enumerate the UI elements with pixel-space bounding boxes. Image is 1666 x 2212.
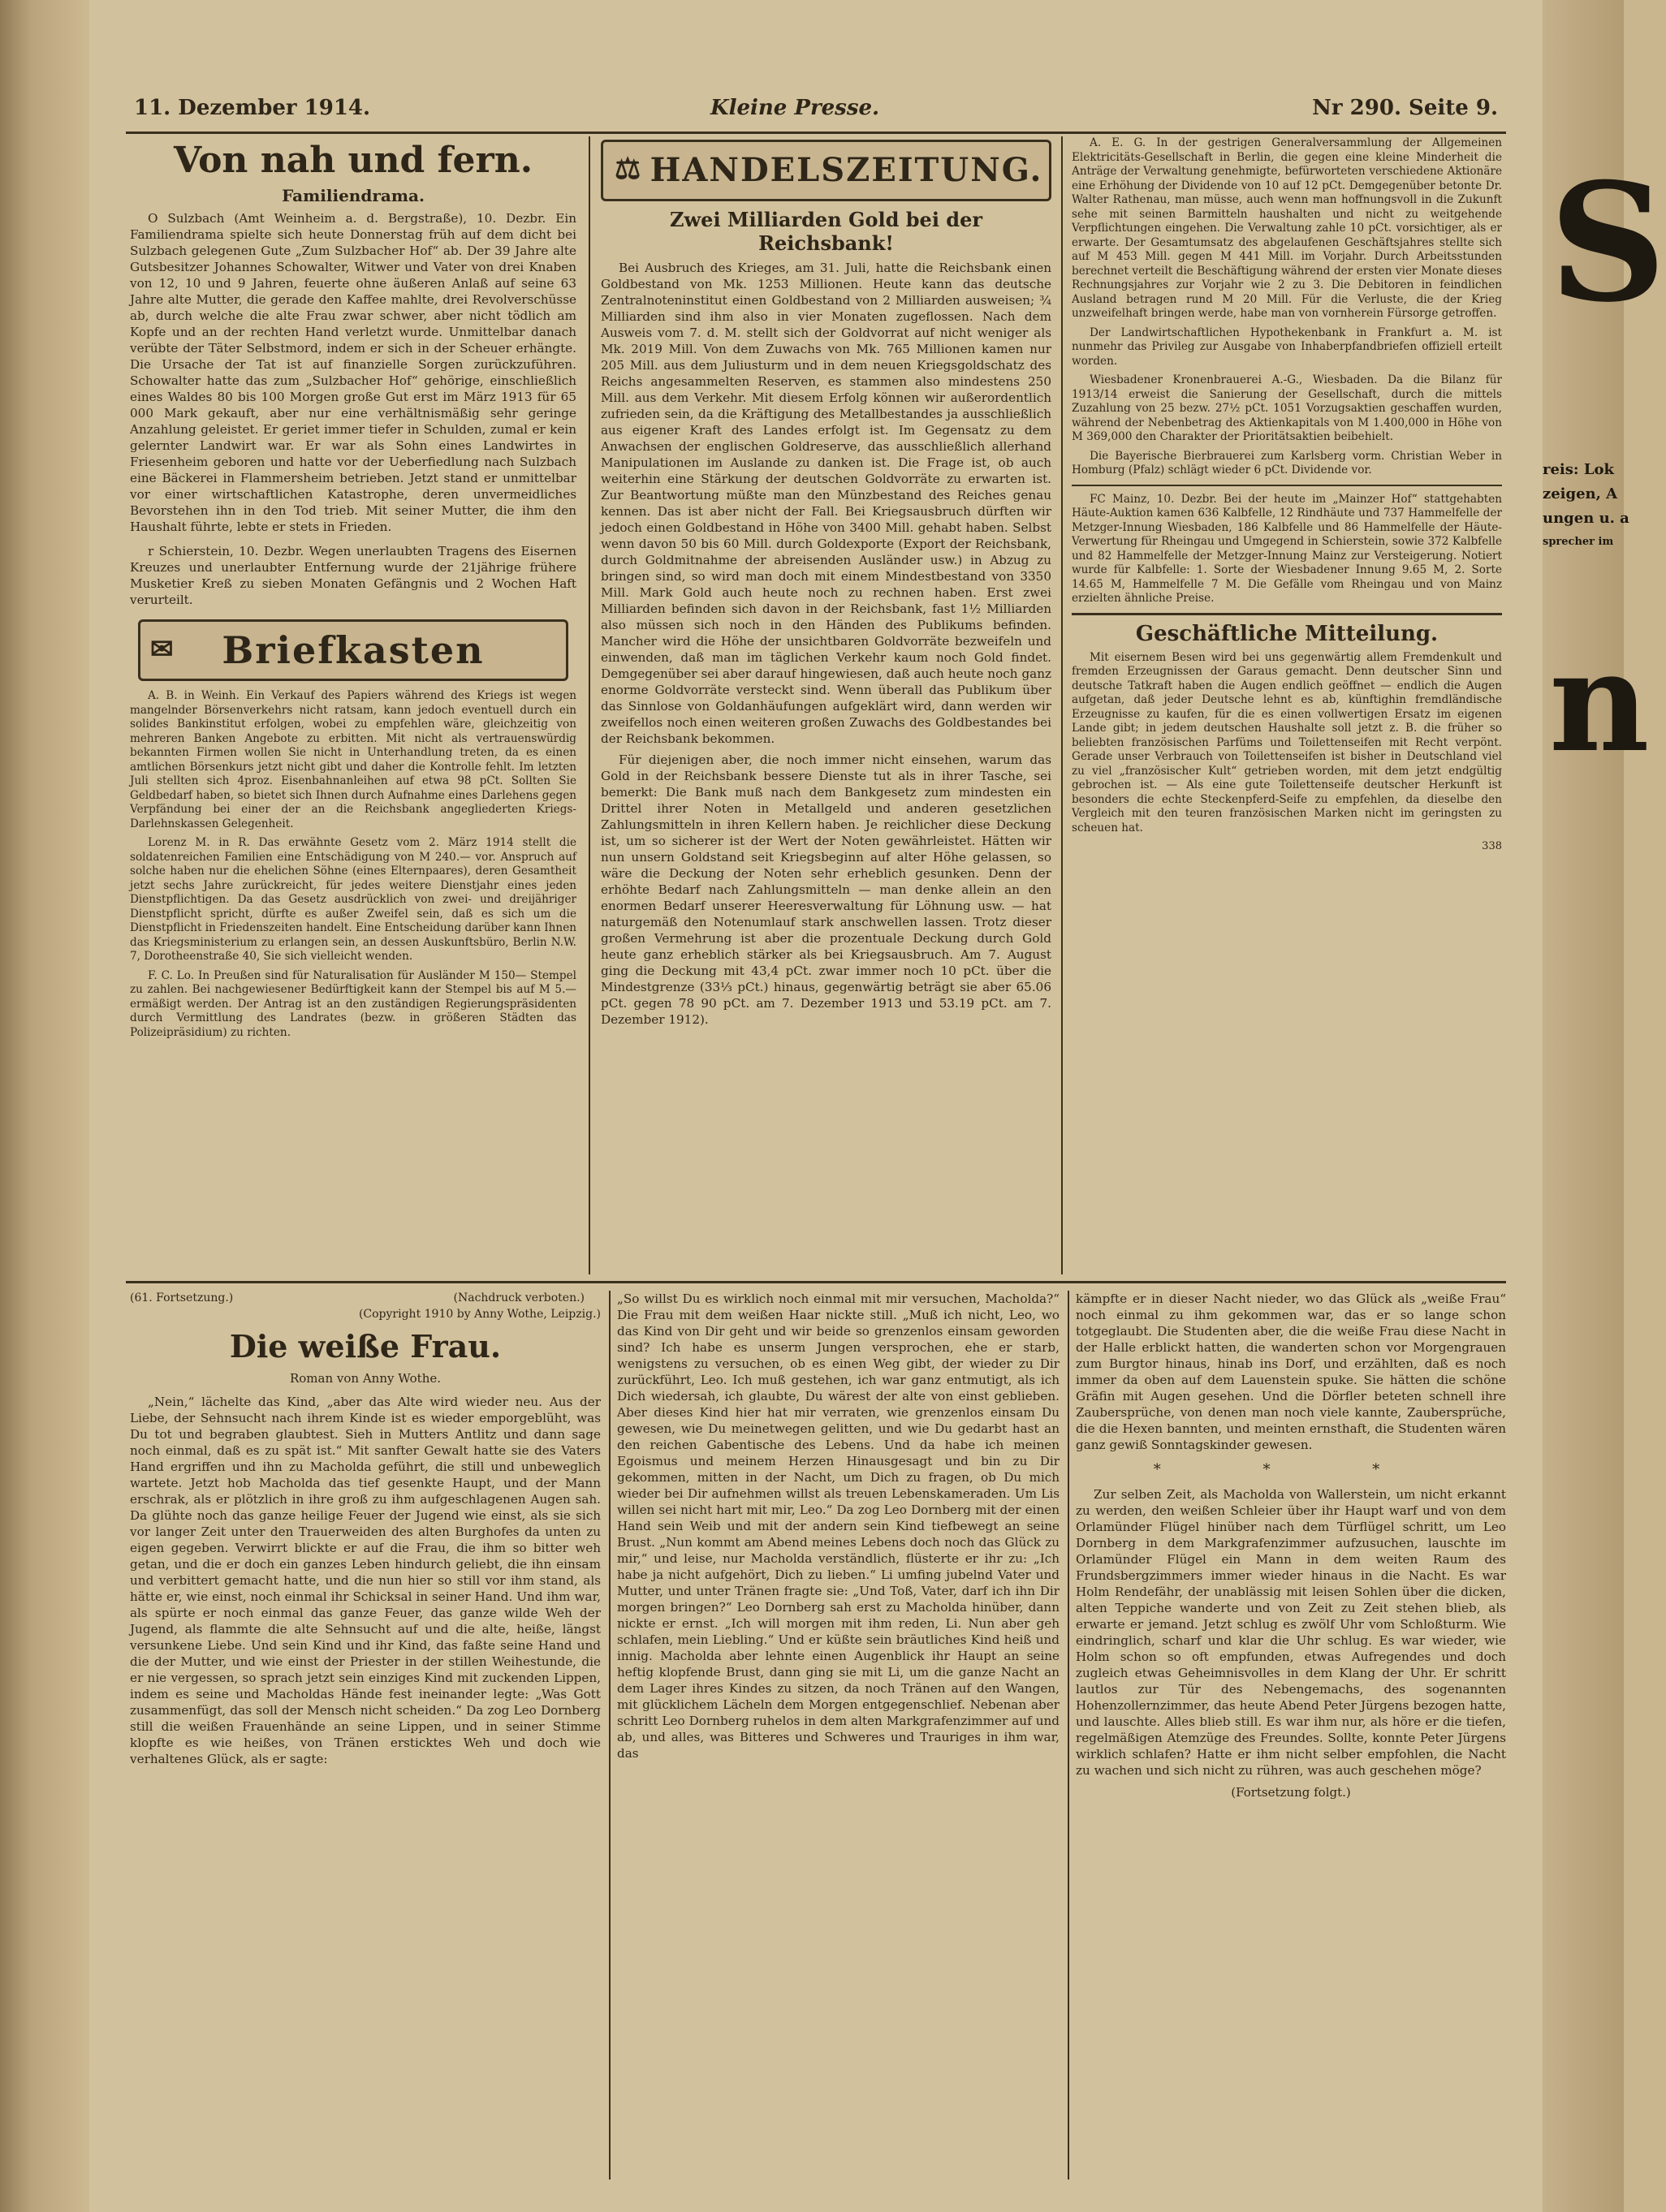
scales-icon: ⚖ [615,152,643,186]
left-page-edge [0,0,89,2212]
article-heading-familiendrama: Familiendrama. [282,186,425,205]
masthead-rule [126,132,1506,134]
serial-top-rule [126,1281,1506,1283]
next-page-text-fragment-1: reis: Lok [1543,461,1614,478]
masthead-date: 11. Dezember 1914. [134,96,371,120]
masthead [134,96,1498,135]
headline-gold-reichsbank: Zwei Milliarden Gold bei der Reichsbank! [670,208,982,255]
serial-fortsetzung: (61. Fortsetzung.) [130,1291,234,1304]
briefkasten-answer-weinh: A. B. in Weinh. Ein Verkauf des Papiers während des Kriegs ist wegen mangelnder Börsenverkehrs nicht ratsam, kann jedoch eventuell durch ein solides Bankinstitut erfolgen, wobei zu empfehlen wäre, gleichzeitig von mehreren Banken Angebote zu erbitten. Mit nicht als vertrauenswürdig bekannten Firmen wollen Sie nicht in Unterhandlung treten, da es einen amtlichen Börsenkurs jetzt nicht gibt und daher die Kontrolle fehlt. Im letzten Juli stellten sich 4proz. Eisenbahnanleihen auf etwa 98 pCt. Sollten Sie Geldbedarf haben, so bietet sich Ihnen durch Aufnahme eines Darlehens gegen Verpfändung bei einer der an die Reichsbank angegliederten Kriegs-Darlehnskassen Gelegenheit. [130,689,576,830]
article-familiendrama-text: O Sulzbach (Amt Weinheim a. d. Bergstraße), 10. Dezbr. Ein Familiendrama spielte sich heute Donnerstag früh auf dem dicht bei Sulzbach gelegenen Gute „Zum Sulzbacher Hof“ ab. Der 39 Jahre alte Gutsbesitzer Johannes Schowalter, Witwer und Vater von drei Knaben von 12, 10 und 9 Jahren, feuerte ohne äußeren Anlaß auf seine 63 Jahre alte Mutter, die gerade den Kaffee mahlte, drei Revolverschüsse ab, durch welche die alte Frau zwar schwer, aber nicht tödlich am Kopfe und an der rechten Hand verletzt wurde. Unmittelbar danach verübte der Täter Selbstmord, indem er sich in der Scheuer erhängte. Die Ursache der Tat ist auf finanzielle Sorgen zurückzuführen. Schowalter hatte das zum „Sulzbacher Hof“ gehörige, einschließlich eines Waldes 80 bis 100 Morgen große Gut erst im März 1913 für 65 000 Mark gekauft, aber nur eine verhältnismäßig sehr geringe Anzahlung geleistet. Er geriet immer tiefer in Schulden, zumal er kein gelernter Landwirt war. Er war als Sohn eines Landwirtes in Friesenheim geboren und hatte vor der Ueberfiedlung nach Sulzbach eine Bäckerei in Flammersheim betrieben. Jetzt stand er unmittelbar vor einer wirtschaftlichen Katastrophe, deren unvermeidliches Bevorstehen ihn in den Tod trieb. Mit seiner Mutter, die ihm den Haushalt führte, lebte er stets in Frieden. [130,211,576,534]
next-page-text-fragment-4: sprecher im [1543,536,1614,548]
serial-meta [130,1291,601,1323]
hypothekenbank-report: Der Landwirtschaftlichen Hypothekenbank in Frankfurt a. M. ist nunmehr das Privileg zur Ausgabe von Inhaberpfandbriefen offiziell erteilt worden. [1072,326,1502,368]
next-page-text-fragment-3: ungen u. a [1543,510,1629,527]
serial-text-col3b: Zur selben Zeit, als Macholda von Wallerstein, um nicht erkannt zu werden, den weißen Schleier über ihr Haupt warf und von dem Orlamünder Flügel hinüber nach dem Türflügel schritt, um Leo Dornberg in dem Markgrafenzimmer aufzusuchen, lauschte im Orlamünder Flügel ein Mann in dem weiten Raum des Frundsbergzimmers immer wieder hinaus in die Nacht. Es war Holm Rendefähr, der unablässig mit leisen Sohlen über die dicken, alten Teppiche wanderte und von Zeit zu Zeit stehen blieb, als erwarte er jemand. Jetzt schlug es zwölf Uhr vom Schloßturm. Wie eindringlich, scharf und klar die Uhr schlug. Es war wieder, wie Holm schon so oft empfunden, etwas Aufregendes und doch zugleich etwas Geheimnisvolles in dem Klang der Uhr. Er schritt lautlos zur Tür des Nebengemachs, des sogenannten Hohenzollernzimmer, das heute Abend Peter Jürgens bezogen hatte, und lauschte. Alles blieb still. Es war ihm nur, als höre er die tiefen, regelmäßigen Atemzüge des Freundes. Sollte, konnte Peter Jürgens wirklich schlafen? Hatte er ihm nicht selber empfohlen, die Nacht zu wachen und sich nicht zu rühren, was auch geschehen möge? [1076,1487,1506,1778]
gold-article-para-2: Für diejenigen aber, die noch immer nicht einsehen, warum das Gold in der Reichsbank bessere Dienste tut als in ihrer Tasche, sei bemerkt: Die Bank muß nach dem Bankgesetz zum mindesten ein Drittel ihrer Noten in Metallgeld und anderen gesetzlichen Zahlungsmitteln in ihren Kellern haben. Je reichlicher diese Deckung ist, um so sicherer ist der Wert der Noten gewährleistet. Hätten wir nun unsern Goldstand seit Kriegsbeginn auf alter Höhe gelassen, so wäre die Deckung der Noten sehr erheblich gesunken. Denn der erhöhte Bedarf nach Zahlungsmitteln — man denke allein an den enormen Bedarf unserer Heeresverwaltung für Löhnung usw. — hat naturgemäß den Notenumlauf stark anschwellen lassen. Trotz dieser großen Vermehrung ist aber die prozentuale Deckung durch Gold heute ganz erheblich stärker als bei Kriegsausbruch. Am 7. August ging die Deckung mit 43,4 pCt. zwar immer noch 10 pCt. über die Mindestgrenze (33⅓ pCt.) hinaus, gegenwärtig beträgt sie aber 65.06 pCt. gegen 78 90 pCt. am 7. Dezember 1913 und 53.19 pCt. am 7. Dezember 1912). [601,752,1051,1027]
bierbrauerei-report: Die Bayerische Bierbrauerei zum Karlsberg vorm. Christian Weber in Homburg (Pfalz) schlägt wieder 6 pCt. Dividende vor. [1072,449,1502,476]
masthead-issue: Nr 290. Seite 9. [1312,96,1498,120]
section-break-stars: * * * [1153,1461,1429,1478]
gold-article-para-1: Bei Ausbruch des Krieges, am 31. Juli, hatte die Reichsbank einen Goldbestand von Mk. 1253 Millionen. Heute kann das deutsche Zentralnoteninstitut einen Goldbestand von 2 Milliarden ausweisen; ¾ Milliarden sind ihm also in vier Monaten zugeflossen. Nach dem Ausweis vom 7. d. M. stellt sich der Goldvorrat auf nicht weniger als Mk. 2019 Mill. Von dem Zuwachs von Mk. 765 Millionen kamen nur 205 Mill. aus dem Juliusturm und in dem neuen Kriegsgoldschatz des Reichs angesammelten Reserven, es stammen also mindestens 250 Mill. aus dem Verkehr. Mit diesem Erfolg können wir außerordentlich zufrieden sein, da die Kräftigung des Metallbestandes ja ausschließlich aus eigener Kraft des Landes erfolgt ist. Im Gegensatz zu dem Anwachsen der englischen Goldreserve, das ausschließlich allerhand Manipulationen im Auslande zu danken ist. Die Frage ist, ob auch weiterhin eine Stärkung der deutschen Goldvorräte zu erwarten ist. Zur Beantwortung müßte man den Münzbestand des Reiches genau kennen. Das ist aber nicht der Fall. Bei Kriegsausbruch dürften wir jedoch einen Goldbestand in Höhe von 3400 Mill. gehabt haben. Selbst wenn davon 50 bis 60 Mill. durch Goldexporte (Export der Reichsbank, durch Goldmitnahme der abreisenden Ausländer usw.) in Abzug zu bringen sind, so wird man doch mit einem Mindestbestand von 3350 Mill. Mark Gold auch heute noch zu rechnen haben. Erst zwei Milliarden befinden sich davon in der Reichsbank, fast 1½ Milliarden also müssen sich noch in den Händen des Publikums befinden. Mancher wird die Höhe der unsichtbaren Goldvorräte bezweifeln und einwenden, daß man im täglichen Verkehr kaum noch Gold findet. Demgegenüber sei aber darauf hingewiesen, daß auch heute noch ganz enorme Goldvorräte versteckt sind. Wenn überall das Publikum über das Sinnlose von Goldanhäufungen aufgeklärt wird, dann werden wir zweifellos noch einen weiteren großen Zuwachs des Goldbestandes bei der Reichsbank bekommen. [601,261,1051,746]
mitteilung-number: 338 [1482,840,1502,852]
briefkasten-answer-lorenz: Lorenz M. in R. Das erwähnte Gesetz vom 2. März 1914 stellt die soldatenreichen Familien eine Entschädigung von M 240.— vor. Anspruch auf solche haben nur die ehelichen Söhne (eines Elternpaares), deren Gesamtheit jetzt sechs Jahre zurückreicht, für jedes weitere Dienstjahr eines jeden Dienstpflichtigen. Da das Gesetz ausdrücklich von zwei- und dreijähriger Dienstpflicht spricht, dürfte es außer Zweifel sein, daß es sich um die Dienstpflicht in Friedenszeiten handelt. Eine Entscheidung darüber kann Ihnen das Kriegsministerium zu erlangen sein, an dessen Auskunftsbüro, Berlin N.W. 7, Dorotheenstraße 40, Sie sich vielleicht wenden. [130,836,576,963]
next-page-headline-fragment-2: n [1549,621,1650,783]
left-column [130,136,576,1274]
masthead-paper-name: Kleine Presse. [710,96,880,120]
serial-title: Die weiße Frau. [229,1328,502,1365]
serial-continuation-note: (Fortsetzung folgt.) [1231,1785,1351,1800]
serial-text-col3a: kämpfte er in dieser Nacht nieder, wo das Glück als „weiße Frau“ noch einmal zu ihm gekommen war, das er so lange schon totgeglaubt. Die Studenten aber, die die weiße Frau diese Nacht in der Halle erblickt hatten, die wanderten schon vor Morgengrauen zum Burgtor hinaus, hinab ins Dorf, und erzählten, daß es noch immer da oben auf dem Lauenstein spuke. Sie hätten die schöne Gräfin mit Augen gesehen. Und die Dörfler beteten schnell ihre Zaubersprüche, von denen man noch viele kannte, Zaubersprüche, die die Hexen bannten, und meinten ernsthaft, die Studenten wären ganz gewiß Sonntagskinder gewesen. [1076,1291,1506,1452]
serial-author: Roman von Anny Wothe. [289,1371,441,1386]
handelszeitung-banner [601,140,1051,201]
article-schierstein-text: r Schierstein, 10. Dezbr. Wegen unerlaubten Tragens des Eisernen Kreuzes und unerlaubter Entfernung wurde der 21jährige frühere Musketier Kreß zu sieben Monaten Gefängnis und 2 Wochen Haft verurteilt. [130,544,576,607]
right-page-edge [1543,0,1666,2212]
mailbox-icon: ✉ [150,633,175,666]
serial-divider-1 [609,1291,611,2180]
serial-text-col2: „So willst Du es wirklich noch einmal mit mir versuchen, Macholda?“ Die Frau mit dem weißen Haar nickte still. „Muß ich nicht, Leo, wo das Kind von Dir geht und wir beide so grenzenlos einsam geworden sind? Ich habe es unserm Jungen versprochen, ehe er starb, wenigstens zu versuchen, ob es einen Weg gibt, der wieder zu Dir zurückführt, Leo. Ich muß gestehen, ich war ganz entmutigt, als ich Dich wiedersah, ich glaubte, Du wärest der alte von einst geblieben. Aber dieses Kind hier hat mir verraten, wie grenzenlos einsam Du gewesen, wie Du meinetwegen gelitten, und wie Du gedarbt hast an den reichen Gabentische des Lebens. Und da habe ich meinen Egoismus und meinem Herzen Hinausgesagt und bin zu Dir gekommen, mitten in der Nacht, um Dich zu fragen, ob Du mich wieder bei Dir aufnehmen willst als treuen Lebenskameraden. Um Lis willen sei nicht hart mit mir, Leo.“ Da zog Leo Dornberg mit der einen Hand sein Weib und mit der andern sein Kind tiefbewegt an seine Brust. „Nun kommt am Abend meines Lebens doch noch das Glück zu mir,“ und leise, nur Macholda verständlich, flüsterte er ihr zu: „Ich habe ja nicht aufgehört, Dich zu lieben.“ Li umfing jubelnd Vater und Mutter, und unter Tränen fragte sie: „Und Toß, Vater, darf ich ihn Dir morgen bringen?“ Leo Dornberg sah erst zu Macholda hinüber, dann nickte er ernst. „Ich will morgen mit ihm reden, Li. Nun aber geh schlafen, mein Liebling.“ Und er küßte sein bräutliches Kind heiß und innig. Macholda aber lehnte einen Augenblick ihr Haupt an seine heftig klopfende Brust, dann ging sie mit Li, um die ganze Nacht an dem Lager ihres Kindes zu sitzen, da noch Tränen auf den Wangen, mit glücklichem Lächeln dem Morgen entgegenschlief. Nebenan aber schritt Leo Dornberg ruhelos in dem alten Markgrafenzimmer auf und ab, und alles, was Bitteres und Schweres und Trauriges in ihm war, das [617,1291,1060,1761]
mainz-auktion-report: FC Mainz, 10. Dezbr. Bei der heute im „Mainzer Hof“ stattgehabten Häute-Auktion kamen 636 Kalbfelle, 12 Rindhäute und 737 Hammelfelle der Metzger-Innung Wiesbaden, 186 Kalbfelle und 86 Hammelfelle der Häute-Verwertung für Rheingau und Umgegend in Schierstein, sowie 372 Kalbfelle und 82 Hammelfelle der Metzger-Innung Mainz zur Versteigerung. Notiert wurde für Kalbfelle: 1. Sorte der Wiesbadener Innung 9.65 M, 2. Sorte 14.65 M, Hammelfelle 7 M. Die Gefälle vom Rheingau und von Mainz erzielten ähnliche Preise. [1072,492,1502,605]
briefkasten-banner [138,619,568,681]
serial-column-1 [130,1291,601,2180]
handelszeitung-title: HANDELSZEITUNG. [650,151,1043,189]
serial-copyright: (Copyright 1910 by Anny Wothe, Leipzig.) [358,1308,601,1321]
next-page-text-fragment-2: zeigen, A [1543,485,1618,502]
section-title-von-nah-und-fern: Von nah und fern. [173,140,533,181]
briefkasten-answer-naturalisation: F. C. Lo. In Preußen sind für Naturalisation für Ausländer M 150— Stempel zu zahlen. Bei nachgewiesener Bedürftigkeit kann der Stempel bis auf M 5.— ermäßigt werden. Der Antrag ist an den zuständigen Regierungspräsidenten durch Vermittlung des Landrates (bezw. in größeren Städten das Polizeipräsidium) zu richten. [130,968,576,1039]
kronenbrauerei-report: Wiesbadener Kronenbrauerei A.-G., Wiesbaden. Da die Bilanz für 1913/14 erweist die Sanierung der Gesellschaft, durch die mittels Zuzahlung von 25 bezw. 27½ pCt. 1051 Vorzugsaktien geschaffen wurden, während der Nebenbetrag des Aktienkapitals von M 1.400,000 in Höhe von M 369,000 den Charakter der Prioritätsaktien beibehielt. [1072,373,1502,443]
briefkasten-title: Briefkasten [222,628,485,672]
geschaeftliche-mitteilung-title: Geschäftliche Mitteilung. [1135,621,1439,646]
serial-divider-2 [1068,1291,1069,2180]
column-divider-1 [589,136,590,1274]
geschaeftliche-mitteilung-text: Mit eisernem Besen wird bei uns gegenwärtig allem Fremdenkult und fremden Erzeugnissen der Garaus gemacht. Denn deutscher Sinn und deutsche Tatkraft haben die Augen endlich geöffnet — endlich die Augen aufgetan, daß jeder Deutsche lehnt es ab, künftighin fremdländische Erzeugnisse zu kaufen, für die es einen vollwertigen Ersatz im eigenen Lande gibt; in jedem deutschen Haushalte soll jetzt z. B. die früher so beliebten französischen Parfüms und Toilettenseifen mit Recht verpönt. Gerade unser Verbrauch von Toilettenseifen ist bisher in Deutschland viel zu viel „französischer Kult“ getrieben worden, mit dem jetzt endgültig gebrochen ist. — Als eine gute Toilettenseife deutscher Herkunft ist besonders die echte Steckenpferd-Seife zu empfehlen, da dieselbe den Vergleich mit den teuren französischen Marken nicht im geringsten zu scheuen hat. [1072,650,1502,834]
serial-column-2 [617,1291,1060,2180]
serial-text-col1: „Nein,“ lächelte das Kind, „aber das Alte wird wieder neu. Aus der Liebe, der Sehnsucht nach ihrem Kinde ist es wieder emporgeblüht, was Du tot und begraben glaubtest. Sieh in Mutters Antlitz und dann sage noch einmal, daß es zu spät ist.“ Mit sanfter Gewalt hatte sie des Vaters Hand ergriffen und ihn zu Macholda geführt, die still und unbeweglich wartete. Jetzt hob Macholda das tief gesenkte Haupt, und der Mann erschrak, als er plötzlich in ihre groß zu ihm aufgeschlagenen Augen sah. Da glühte noch das ganze heilige Feuer der Jugend wie einst, als sie sich vor langer Zeit unter den Trauerweiden des alten Burghofes da unten zu eigen gegeben. Verwirrt blickte er auf die Frau, die ihm so bitter weh getan, und die er doch ein ganzes Leben hindurch geliebt, die ihn einsam und verbittert gemacht hatte, und die nun hier so still vor ihm stand, als hätte er, wie einst, noch einmal ihr Schicksal in seiner Hand. Und ihm war, als spürte er noch einmal das ganze Feuer, das ganze wilde Weh der Jugend, als flammte die alte Sehnsucht auf und die alte, heiße, längst versunkene Liebe. Und sein Kind und ihr Kind, das faßte seine Hand und die der Mutter, und wie einst der Priester in der stillen Weihestunde, die er nie vergessen, so sprach jetzt sein einziges Kind mit zuckenden Lippen, indem es seine und Macholdas Hände fest ineinander legte: „Was Gott zusammenfügt, das soll der Mensch nicht scheiden.“ Da zog Leo Dornberg still die weißen Frauenhände an seine Lippen, und in seiner Stimme klopfte es wie heißes, von Tränen ersticktes Weh und doch wie verhaltenes Glück, als er sagte: [130,1395,601,1766]
column-divider-2 [1061,136,1063,1274]
aeg-report: A. E. G. In der gestrigen Generalversammlung der Allgemeinen Elektricitäts-Gesellschaft in Berlin, die gegen eine kleine Minderheit die Anträge der Verwaltung genehmigte, befürworteten verschiedene Aktionäre eine Erhöhung der Dividende von 10 auf 12 pCt. Demgegenüber betonte Dr. Walter Rathenau, man müsse, auch wenn man hoffnungsvoll in die Zukunft sehe mit seinen Barmitteln haushalten und nicht zu weitgehende Verpflichtungen eingehen. Die Verwaltung zahle 10 pCt. vorsichtiger, als er erwarte. Der Gesamtumsatz des abgelaufenen Geschäftsjahres stellte sich auf M 453 Mill. gegen M 441 Mill. im Vorjahr. Durch Arbeitsstunden berechnet verteilt die Beschäftigung während der ersten vier Monate dieses Rechnungsjahres zur Vorjahr wie 2 zu 3. Die Debitoren in feindlichen Ausland betragen rund M 20 Mill. Für die Verluste, die der Krieg unzweifelhaft bringen werde, habe man von vornherein Fürsorge getroffen. [1072,136,1502,320]
next-page-headline-fragment: S [1549,148,1666,338]
serial-nachdruck: (Nachdruck verboten.) [453,1291,585,1304]
serial-column-3 [1076,1291,1506,2180]
right-column [1072,136,1502,1274]
right-column-rule-2 [1072,613,1502,615]
middle-column [601,136,1051,1274]
right-column-rule [1072,485,1502,486]
newspaper-page [89,0,1543,2212]
